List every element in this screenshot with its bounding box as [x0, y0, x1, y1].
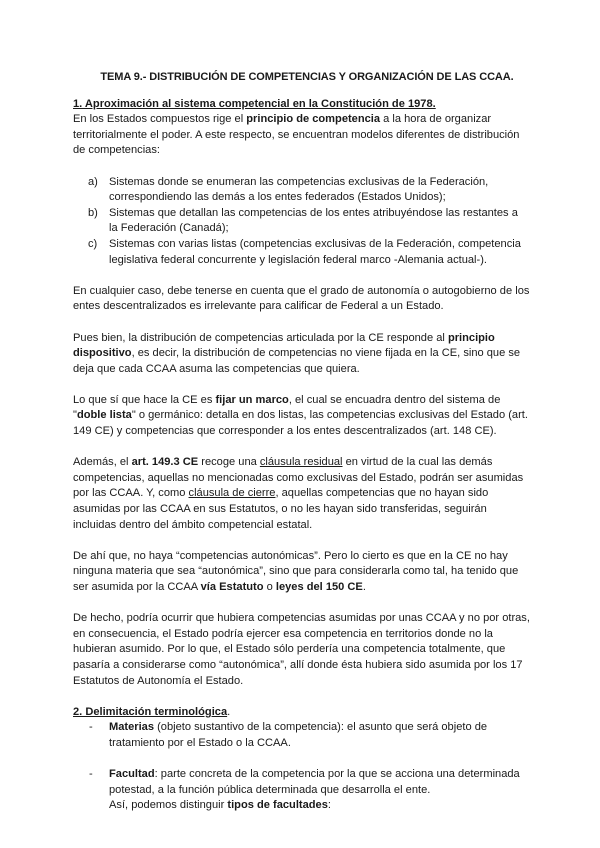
- list-item: - Materias (objeto sustantivo de la competencia): el asunto que será objeto de tratamiento por el Estado o la CCAA.: [89, 721, 488, 749]
- paragraph-autonomia: En cualquier caso, debe tenerse en cuenta que el grado de autonomía o autogobierno de los entes descentralizados es irrelevante para calificar de Federal a un Estado.: [73, 284, 530, 313]
- paragraph-marco: Lo que sí que hace la CE es fijar un marco, el cual se encuadra dentro del sistema de "doble lista" o germánico: detalla en dos listas, las competencias exclusivas del Estado (art. 149 CE) y competencias que corresponder a los entes descentralizados (art. 148 CE).: [73, 393, 528, 438]
- paragraph-competencias-autonomicas: De ahí que, no haya “competencias autonómicas”. Pero lo cierto es que en la CE no hay ninguna materia que sea “autonómica”, sino que para considerarla como tal, ha tenido que ser asumida por la CCAA vía Estatuto o leyes del 150 CE.: [73, 549, 519, 593]
- document-title: TEMA 9.- DISTRIBUCIÓN DE COMPETENCIAS Y ORGANIZACIÓN DE LAS CCAA.: [100, 71, 514, 83]
- list-item: c) Sistemas con varias listas (competencias exclusivas de la Federación, competencia legislativa federal concurrente y legislación federal marco -Alemania actual-).: [88, 237, 521, 266]
- section-1-heading: 1. Aproximación al sistema competencial en la Constitución de 1978.: [73, 97, 436, 110]
- paragraph-competencia: En los Estados compuestos rige el principio de competencia a la hora de organizar territorialmente el poder. A este respecto, se encuentran modelos diferentes de distribución de competencias:: [73, 113, 520, 157]
- section-2-heading: 2. Delimitación terminológica.: [73, 705, 231, 718]
- paragraph-dispositivo: Pues bien, la distribución de competencias articulada por la CE responde al principio dispositivo, es decir, la distribución de competencias no viene fijada en la CE, sino que se deja que cada CCAA asuma las competencias que quiera.: [73, 331, 521, 375]
- models-list: [73, 175, 533, 269]
- terminology-list: [73, 720, 533, 814]
- list-item: - Facultad: parte concreta de la competencia por la que se acciona una determinada potestad, a la función pública determinada que desarrolla el ente. Así, podemos distinguir tipos de facultades:: [89, 768, 520, 812]
- list-item: b) Sistemas que detallan las competencias de los entes atribuyéndose las restantes a la Federación (Canadá);: [88, 206, 518, 235]
- paragraph-clausula-residual: Además, el art. 149.3 CE recoge una cláusula residual en virtud de la cual las demás competencias, aquellas no mencionadas como exclusivas del Estado, podrán ser asumidas por las CCAA. Y, como cláusula de cierre, aquellas competencias que no hayan sido asumidas por las CCAA en sus Estatutos, o no les hayan sido transferidas, seguirán incluidas dentro del ámbito competencial estatal.: [73, 456, 524, 531]
- paragraph-de-hecho: De hecho, podría ocurrir que hubiera competencias asumidas por unas CCAA y no por otras, en consecuencia, el Estado podría ejercer esa competencia en territorios donde no la hubieran asumido. Por lo que, el Estado sólo perdería una competencia totalmente, que pasaría a considerarse como “autonómica”, allí donde ésta hubiera sido asumida por los 17 Estatutos de Autonomía el Estado.: [73, 612, 530, 687]
- document-page: [73, 70, 533, 814]
- list-item: a) Sistemas donde se enumeran las competencias exclusivas de la Federación, correspondiendo las demás a los entes federados (Estados Unidos);: [88, 175, 489, 204]
